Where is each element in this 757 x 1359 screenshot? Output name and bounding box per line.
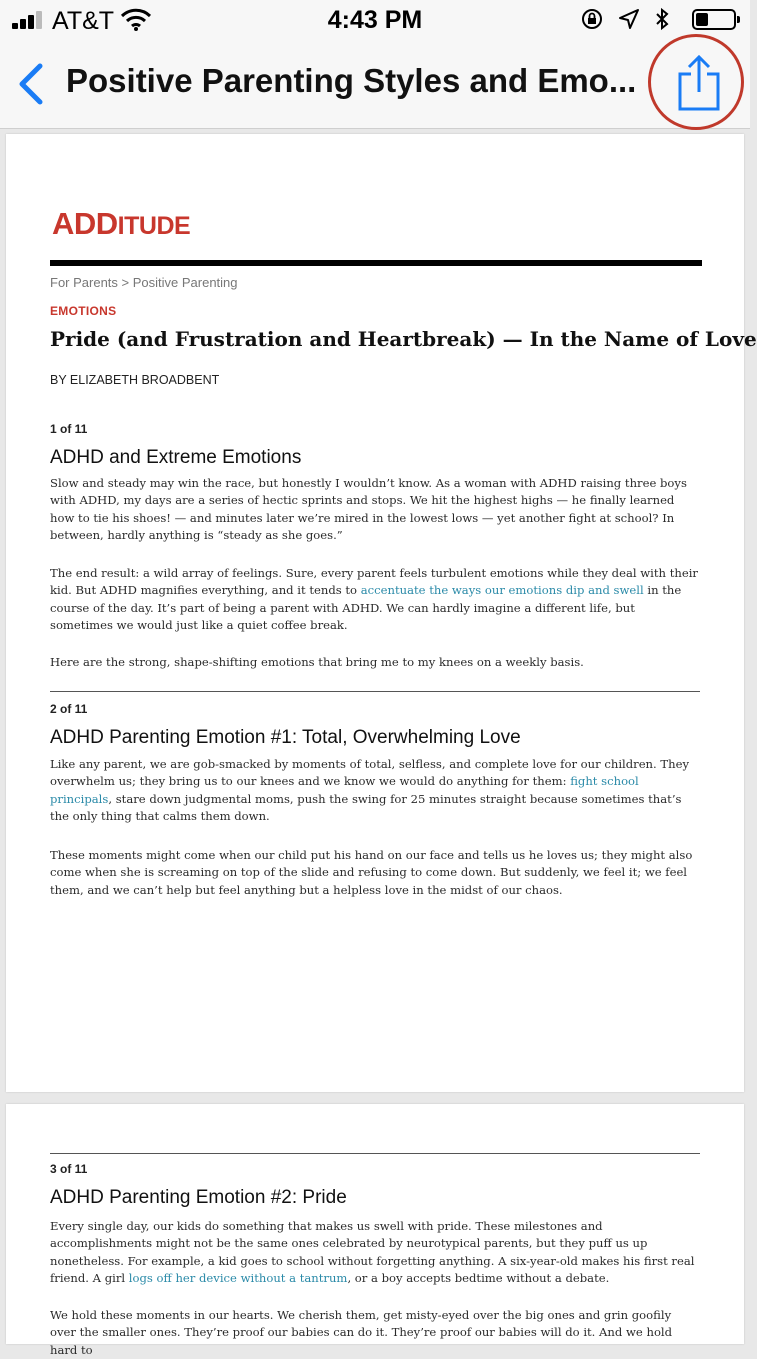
section-paragraph: These moments might come when our child put his hand on our face and tells us he loves us; they might also come when she is screaming on top of the slide and refusing to come down. But suddenly, we feel it; we feel them, and we can’t help but feel anything but a helpless love in the midst of our chaos.	[50, 848, 693, 897]
section-title: ADHD Parenting Emotion #1: Total, Overwhelming Love	[50, 727, 521, 748]
article-byline: BY ELIZABETH BROADBENT	[50, 373, 220, 387]
navigation-bar	[0, 40, 750, 129]
section-divider	[50, 1153, 700, 1154]
section-title: ADHD and Extreme Emotions	[50, 447, 302, 468]
slide-counter: 3 of 11	[50, 1162, 88, 1176]
header-rule	[50, 260, 702, 266]
inline-link[interactable]: accentuate the ways our emotions dip and swell	[360, 583, 644, 598]
category-label: EMOTIONS	[50, 304, 117, 318]
orientation-lock-icon	[580, 7, 604, 31]
section-title: ADHD Parenting Emotion #2: Pride	[50, 1187, 347, 1208]
back-button[interactable]	[14, 60, 50, 108]
location-arrow-icon	[618, 8, 640, 30]
section-paragraph: The end result: a wild array of feelings. Sure, every parent feels turbulent emotions while they deal with their kid. But ADHD magnifies everything, and it tends to accentuate the ways our emotions dip and swell in the course of the day. It’s part of being a parent with ADHD. We can hardly imagine a different life, but sometimes we would just like a quiet coffee break.	[50, 566, 698, 633]
share-button[interactable]	[676, 54, 722, 112]
carrier-name: AT&T	[52, 7, 115, 35]
inline-link[interactable]: logs off her device without a tantrum	[128, 1271, 348, 1286]
inline-link[interactable]: fight school principals	[50, 774, 639, 806]
section-paragraph: Here are the strong, shape-shifting emotions that bring me to my knees on a weekly basis.	[50, 655, 584, 669]
section-paragraph: Slow and steady may win the race, but honestly I wouldn’t know. As a woman with ADHD raising three boys with ADHD, my days are a series of hectic sprints and stops. We hit the highest highs — he finally learned how to tie his shoes! — and minutes later we’re mired in the lowest lows — yet another fight at school? In between, hardly anything is “steady as she goes.”	[50, 476, 687, 543]
article-headline: Pride (and Frustration and Heartbreak) — In the Name of Love	[50, 327, 757, 351]
status-bar	[0, 0, 750, 40]
section-paragraph: Every single day, our kids do something that makes us swell with pride. These milestones and accomplishments might not be the same ones celebrated by neurotypical parents, but they puff us up nonetheless. For example, a kid goes to school without forgetting anything. A six-year-old makes his first real friend. A girl logs off her device without a tantrum, or a boy accepts bedtime without a debate.	[50, 1219, 695, 1286]
additude-logo: ADDITUDE	[52, 206, 191, 241]
slide-counter: 2 of 11	[50, 702, 88, 716]
battery-icon	[692, 9, 736, 30]
section-paragraph: We hold these moments in our hearts. We cherish them, get misty-eyed over the big ones and grin goofily over the smaller ones. They’re proof our babies can do it. They’re proof our babies will do it. And we hold hard to	[50, 1308, 673, 1357]
section-paragraph: Like any parent, we are gob-smacked by moments of total, selfless, and complete love for our children. They overwhelm us; they bring us to our knees and we know we would do anything for them: fight school principals, stare down judgmental moms, push the swing for 25 minutes straight because sometimes that’s the only thing that calms them down.	[50, 757, 690, 824]
status-icons	[580, 7, 670, 31]
document-page	[6, 1104, 744, 1357]
breadcrumb: For Parents > Positive Parenting	[50, 275, 238, 290]
page-title: Positive Parenting Styles and Emo...	[66, 62, 637, 99]
section-divider	[50, 691, 700, 692]
bluetooth-icon	[654, 7, 670, 31]
slide-counter: 1 of 11	[50, 422, 88, 436]
document-page	[6, 134, 757, 1092]
status-time: 4:43 PM	[327, 6, 423, 34]
